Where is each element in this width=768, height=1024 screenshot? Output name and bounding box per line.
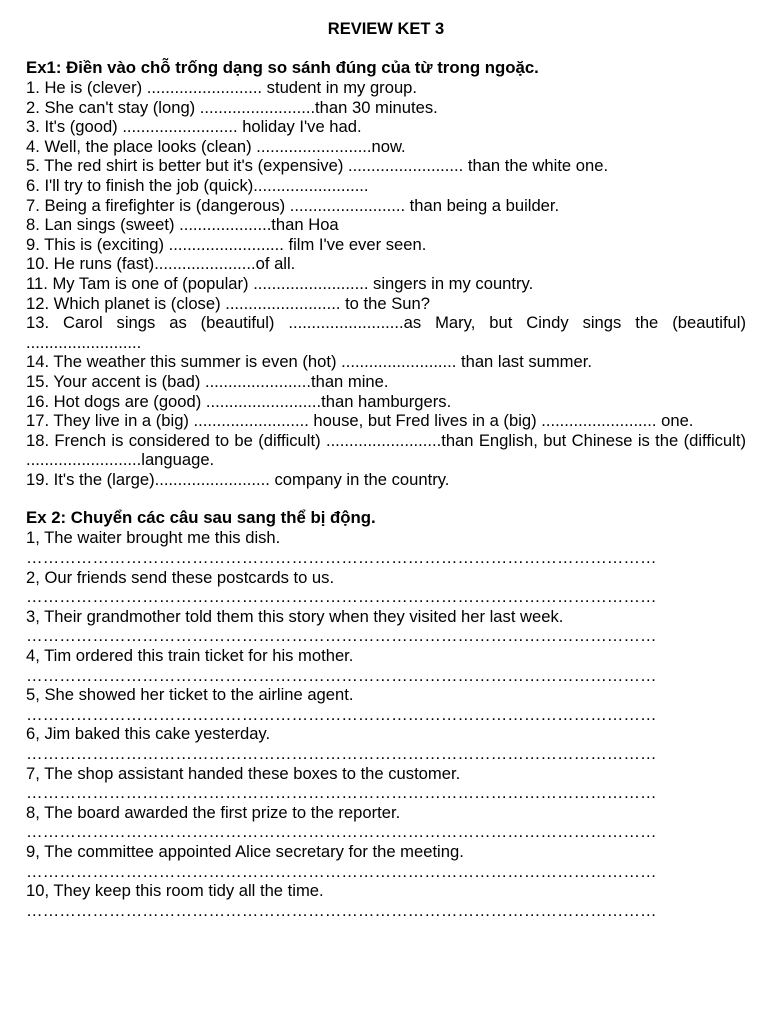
ex1-item: 7. Being a firefighter is (dangerous) ......................... than being a builder. [26, 195, 560, 215]
ex2-item [26, 568, 746, 607]
ex2-item [26, 764, 746, 803]
ex1-item: 18. French is considered to be (difficult) .........................than English, but Chinese is the (difficult) .........................language. [26, 430, 746, 470]
ex2-sentence: 7, The shop assistant handed these boxes to the customer. [26, 763, 461, 783]
answer-line[interactable]: …………………………………………………………………………………………………… [26, 783, 657, 803]
ex1-item: 1. He is (clever) ......................... student in my group. [26, 78, 418, 97]
answer-line[interactable]: …………………………………………………………………………………………………… [26, 587, 657, 607]
ex2-sentence: 1, The waiter brought me this dish. [26, 528, 281, 548]
ex1-item: 14. The weather this summer is even (hot) ......................... than last summer. [26, 352, 592, 372]
answer-line[interactable]: …………………………………………………………………………………………………… [26, 548, 657, 568]
answer-line[interactable]: …………………………………………………………………………………………………… [26, 900, 657, 920]
answer-line[interactable]: …………………………………………………………………………………………………… [26, 665, 657, 685]
ex1-item: 10. He runs (fast)......................of all. [26, 254, 296, 274]
ex2-sentence: 5, She showed her ticket to the airline agent. [26, 685, 354, 705]
ex2-item [26, 685, 746, 724]
ex2-sentence: 9, The committee appointed Alice secretary for the meeting. [26, 841, 464, 861]
ex1-item: 6. I'll try to finish the job (quick)......................... [26, 175, 369, 195]
ex2-item [26, 724, 746, 763]
ex2-sentence: 3, Their grandmother told them this story when they visited her last week. [26, 606, 564, 626]
ex2-sentence: 2, Our friends send these postcards to us. [26, 567, 335, 587]
ex1-item: 2. She can't stay (long) .........................than 30 minutes. [26, 97, 438, 117]
ex2-item [26, 528, 746, 567]
ex1-item: 8. Lan sings (sweet) ....................than Hoa [26, 215, 339, 235]
ex2-item [26, 803, 746, 842]
answer-line[interactable]: …………………………………………………………………………………………………… [26, 744, 657, 763]
ex2-item [26, 646, 746, 685]
page-title: REVIEW KET 3 [327, 20, 445, 38]
ex1-item: 12. Which planet is (close) ......................... to the Sun? [26, 293, 430, 313]
answer-line[interactable]: …………………………………………………………………………………………………… [26, 704, 657, 724]
ex2-sentence: 4, Tim ordered this train ticket for his mother. [26, 646, 354, 666]
ex1-heading: Ex1: Điền vào chỗ trống dạng so sánh đúng của từ trong ngoặc. [26, 58, 539, 77]
answer-line[interactable]: …………………………………………………………………………………………………… [26, 626, 657, 646]
ex1-item: 3. It's (good) ......................... holiday I've had. [26, 117, 362, 137]
ex1-item: 11. My Tam is one of (popular) ......................... singers in my country. [26, 273, 534, 293]
ex2-item [26, 607, 746, 646]
ex1-item: 5. The red shirt is better but it's (expensive) ......................... than the white one. [26, 156, 609, 176]
ex1-list [26, 78, 746, 489]
answer-line[interactable]: …………………………………………………………………………………………………… [26, 822, 657, 842]
ex2-heading: Ex 2: Chuyển các câu sau sang thể bị động. [26, 508, 376, 528]
ex2-sentence: 10, They keep this room tidy all the time. [26, 881, 324, 901]
ex2-item [26, 842, 746, 881]
answer-line[interactable]: …………………………………………………………………………………………………… [26, 861, 657, 881]
ex1-item: 13. Carol sings as (beautiful) .........................as Mary, but Cindy sings the (beautiful) ......................... [26, 313, 746, 352]
ex2-sentence: 8, The board awarded the first prize to the reporter. [26, 802, 401, 822]
section-gap [26, 489, 746, 508]
ex2-item [26, 881, 746, 920]
ex2-list [26, 528, 746, 920]
ex1-item: 17. They live in a (big) ......................... house, but Fred lives in a (big) ......................... one. [26, 411, 694, 431]
ex1-item: 16. Hot dogs are (good) .........................than hamburgers. [26, 391, 452, 411]
ex2-sentence: 6, Jim baked this cake yesterday. [26, 724, 271, 744]
ex1-item: 9. This is (exciting) ......................... film I've ever seen. [26, 234, 427, 254]
ex1-item: 4. Well, the place looks (clean) .........................now. [26, 136, 406, 156]
ex1-item: 19. It's the (large)......................... company in the country. [26, 469, 450, 489]
ex1-item: 15. Your accent is (bad) .......................than mine. [26, 371, 389, 391]
